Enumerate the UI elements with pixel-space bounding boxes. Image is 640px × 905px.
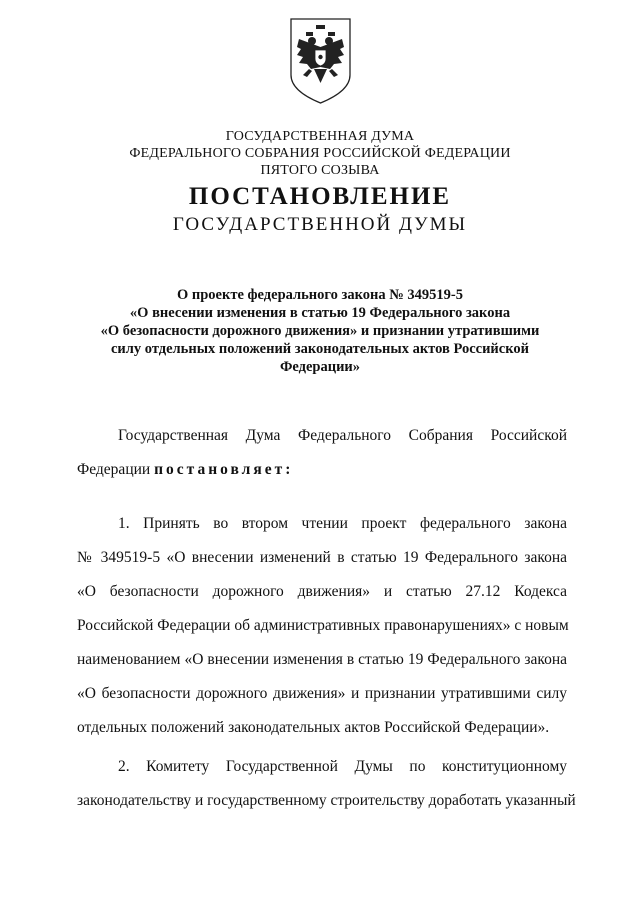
- title-line-2: «О внесении изменения в статью 19 Федерального закона: [129, 305, 511, 321]
- issuer-header: [0, 128, 640, 179]
- document-subtype: ГОСУДАРСТВЕННОЙ ДУМЫ: [172, 214, 468, 235]
- item1-line-2: № 349519-5 «О внесении изменений в статью 19 Федерального закона: [77, 549, 567, 566]
- title-line-4: силу отдельных положений законодательных актов Российской: [110, 341, 529, 357]
- decree-verb: постановляет:: [154, 461, 294, 478]
- item2-line-1: 2. Комитету Государственной Думы по конституционному: [118, 758, 567, 775]
- resolution-title: [0, 286, 640, 376]
- item1-line-4: Российской Федерации об административных правонарушениях» с новым: [77, 617, 569, 634]
- russian-coat-of-arms-icon: [289, 17, 352, 105]
- item1-line-6: «О безопасности дорожного движения» и признании утратившими силу: [77, 685, 567, 702]
- item2-line-2: законодательству и государственному строительству доработать указанный: [77, 792, 576, 809]
- title-line-1: О проекте федерального закона № 349519-5: [176, 287, 464, 303]
- item1-line-7: отдельных положений законодательных актов Российской Федерации».: [77, 719, 550, 736]
- item1-line-5: наименованием «О внесении изменения в статью 19 Федерального закона: [77, 651, 567, 668]
- preamble-line-1: Государственная Дума Федерального Собрания Российской: [118, 427, 567, 444]
- header-line-2: ФЕДЕРАЛЬНОГО СОБРАНИЯ РОССИЙСКОЙ ФЕДЕРАЦИИ: [129, 146, 511, 161]
- header-line-1: ГОСУДАРСТВЕННАЯ ДУМА: [225, 129, 415, 144]
- document-type: ПОСТАНОВЛЕНИЕ: [188, 183, 452, 210]
- header-line-3: ПЯТОГО СОЗЫВА: [260, 163, 380, 178]
- item1-line-3: «О безопасности дорожного движения» и статью 27.12 Кодекса: [77, 583, 567, 600]
- preamble-line-2: [77, 461, 567, 479]
- preamble-text: Федерации: [77, 461, 151, 478]
- title-line-5: Федерации»: [279, 359, 361, 375]
- item1-line-1: 1. Принять во втором чтении проект федерального закона: [118, 515, 567, 532]
- title-line-3: «О безопасности дорожного движения» и признании утратившими: [100, 323, 540, 339]
